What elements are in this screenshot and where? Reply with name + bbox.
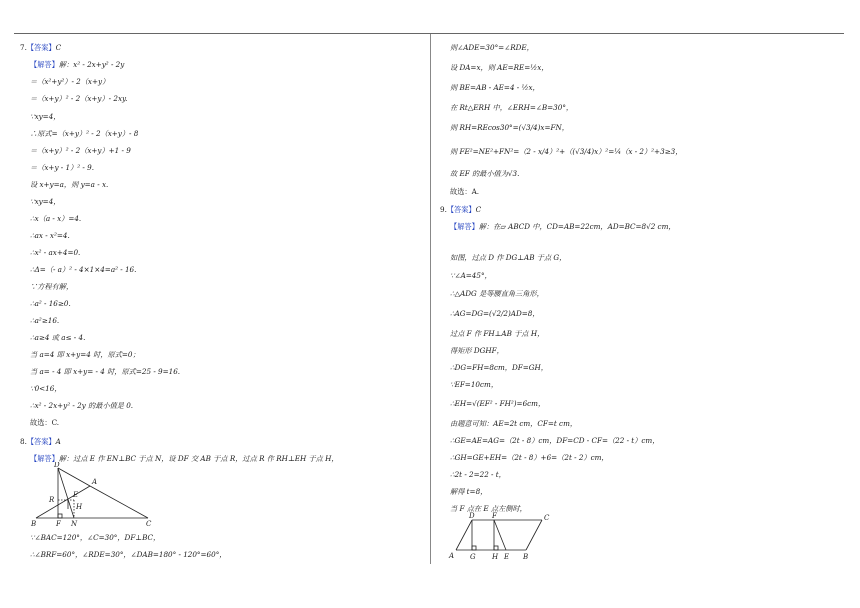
q7-step: ∴x（a - x）=4. [30,214,82,223]
q8-step: 设 DA=x，则 AE=RE=½x， [450,63,549,72]
q7-step: 设 x+y=a，则 y=a - x. [30,180,109,189]
figure-label: C [146,520,152,528]
q7-step: ＝（x+y）² - 2（x+y）- 2xy. [30,94,128,103]
q8-solution-line: 【解答】解：过点 E 作 EN⊥BC 于点 N，设 DF 交 AB 于点 R，过点 R 作 RH⊥EH 于点 H， [30,454,339,463]
q7-solution-line: 【解答】解：x² - 2x+y² - 2y [30,60,125,69]
q7-step: ∴a²≥16. [30,316,60,325]
figure-label: E [73,491,79,499]
q8-conclusion: 故选：A. [450,187,480,196]
q9-step: ∵∠A=45°， [450,271,492,280]
header-rule [14,33,844,34]
figure-label: D [54,462,60,469]
figure-label: B [31,520,37,528]
q7-step: ∴x² - 2x+y² - 2y 的最小值是 0. [30,401,134,410]
q7-step: ∴x² - ax+4=0. [30,248,81,257]
q7-step: ∵xy=4， [30,197,61,206]
q7-step: ＝（x+y - 1）² - 9. [30,163,95,172]
figure-label: C [544,514,550,522]
q9-step: ∴AG=DG=(√2/2)AD=8， [450,309,540,318]
figure-label: R [49,496,55,504]
q9-step: ∴EH=√(EF² - FH²)=6cm， [450,399,546,408]
q7-step: ∴Δ=（- a）² - 4×1×4=a² - 16. [30,265,137,274]
q8-triangle-figure [26,462,156,535]
q8-step: ∵∠BAC=120°，∠C=30°，DF⊥BC， [30,533,161,542]
q8-step: 在 Rt△ERH 中，∠ERH=∠B=30°， [450,103,574,112]
q7-step: ∴原式=（x+y）² - 2（x+y）- 8 [30,129,139,138]
q8-step: 则 RH=REcos30°=(√3/4)x=FN， [450,123,569,132]
q7-step: ∴a≥4 或 a≤ - 4. [30,333,86,342]
q8-step: 故 EF 的最小值为√3. [450,169,520,178]
q7-step: ∵xy=4， [30,112,61,121]
q7-step: ∵方程有解， [30,282,74,291]
q7-step: ∵0<16， [30,384,62,393]
figure-label: F [56,520,61,528]
figure-label: G [470,553,476,560]
figure-label: A [92,478,98,486]
q9-parallelogram-figure [448,512,558,567]
q9-step: ∵EF=10cm， [450,380,499,389]
q9-step: 解得 t=8， [450,487,488,496]
q7-step: ∴a² - 16≥0. [30,299,71,308]
q9-step: ∴GH=GE+EH=（2t - 8）+6=（2t - 2）cm， [450,453,609,462]
figure-label: F [492,512,497,520]
q7-step: 当 a=4 即 x+y=4 时，原式=0； [30,350,140,359]
q7-conclusion: 故选：C. [30,418,60,427]
q9-step: 如图，过点 D 作 DG⊥AB 于点 G， [450,253,567,262]
figure-label: H [76,503,83,511]
q8-step: ∴∠BRF=60°，∠RDE=30°，∠DAB=180° - 120°=60°， [30,550,227,559]
q8-step: 则∠ADE=30°=∠RDE， [450,43,534,52]
figure-label: N [71,520,78,528]
q9-step: ∴2t - 2=22 - t， [450,470,506,479]
q8-step: 则 FE²=NE²+FN²=（2 - x/4）²+（(√3/4)x）²=¼（x - 2）²+3≥3， [450,147,683,156]
q8-step: 则 BE=AB - AE=4 - ½x， [450,83,540,92]
q9-step: 由题意可知：AE=2t cm，CF=t cm， [450,419,578,428]
q9-answer-line: 9.【答案】C [440,205,482,214]
q7-step: 当 a= - 4 即 x+y= - 4 时，原式=25 - 9=16. [30,367,181,376]
q9-step: 得矩形 DGHF， [450,346,504,355]
q8-answer-line: 8.【答案】A [20,437,61,446]
figure-label: E [504,553,510,560]
q9-step: ∴DG=FH=8cm，DF=GH， [450,363,548,372]
q9-step: ∴GE=AE=AG=（2t - 8）cm，DF=CD - CF=（22 - t）cm， [450,436,660,445]
figure-label: H [492,553,499,560]
q7-step: ＝（x+y）² - 2（x+y）+1 - 9 [30,146,131,155]
q9-step: ∴△ADG 是等腰直角三角形， [450,289,544,298]
figure-label: A [449,552,455,560]
figure-label: B [523,553,529,560]
q9-step: 过点 F 作 FH⊥AB 于点 H， [450,329,545,338]
q7-step: ＝（x²+y²）- 2（x+y） [30,77,110,86]
column-divider [430,34,431,564]
q7-answer-line: 7.【答案】C [20,43,62,52]
q9-solution-line: 【解答】解：在▱ ABCD 中，CD=AB=22cm，AD=BC=8√2 cm， [450,222,676,231]
q7-step: ∴ax - x²=4. [30,231,70,240]
figure-label: D [469,512,475,520]
q9-step: 当 F 点在 E 点左侧时， [450,504,527,513]
